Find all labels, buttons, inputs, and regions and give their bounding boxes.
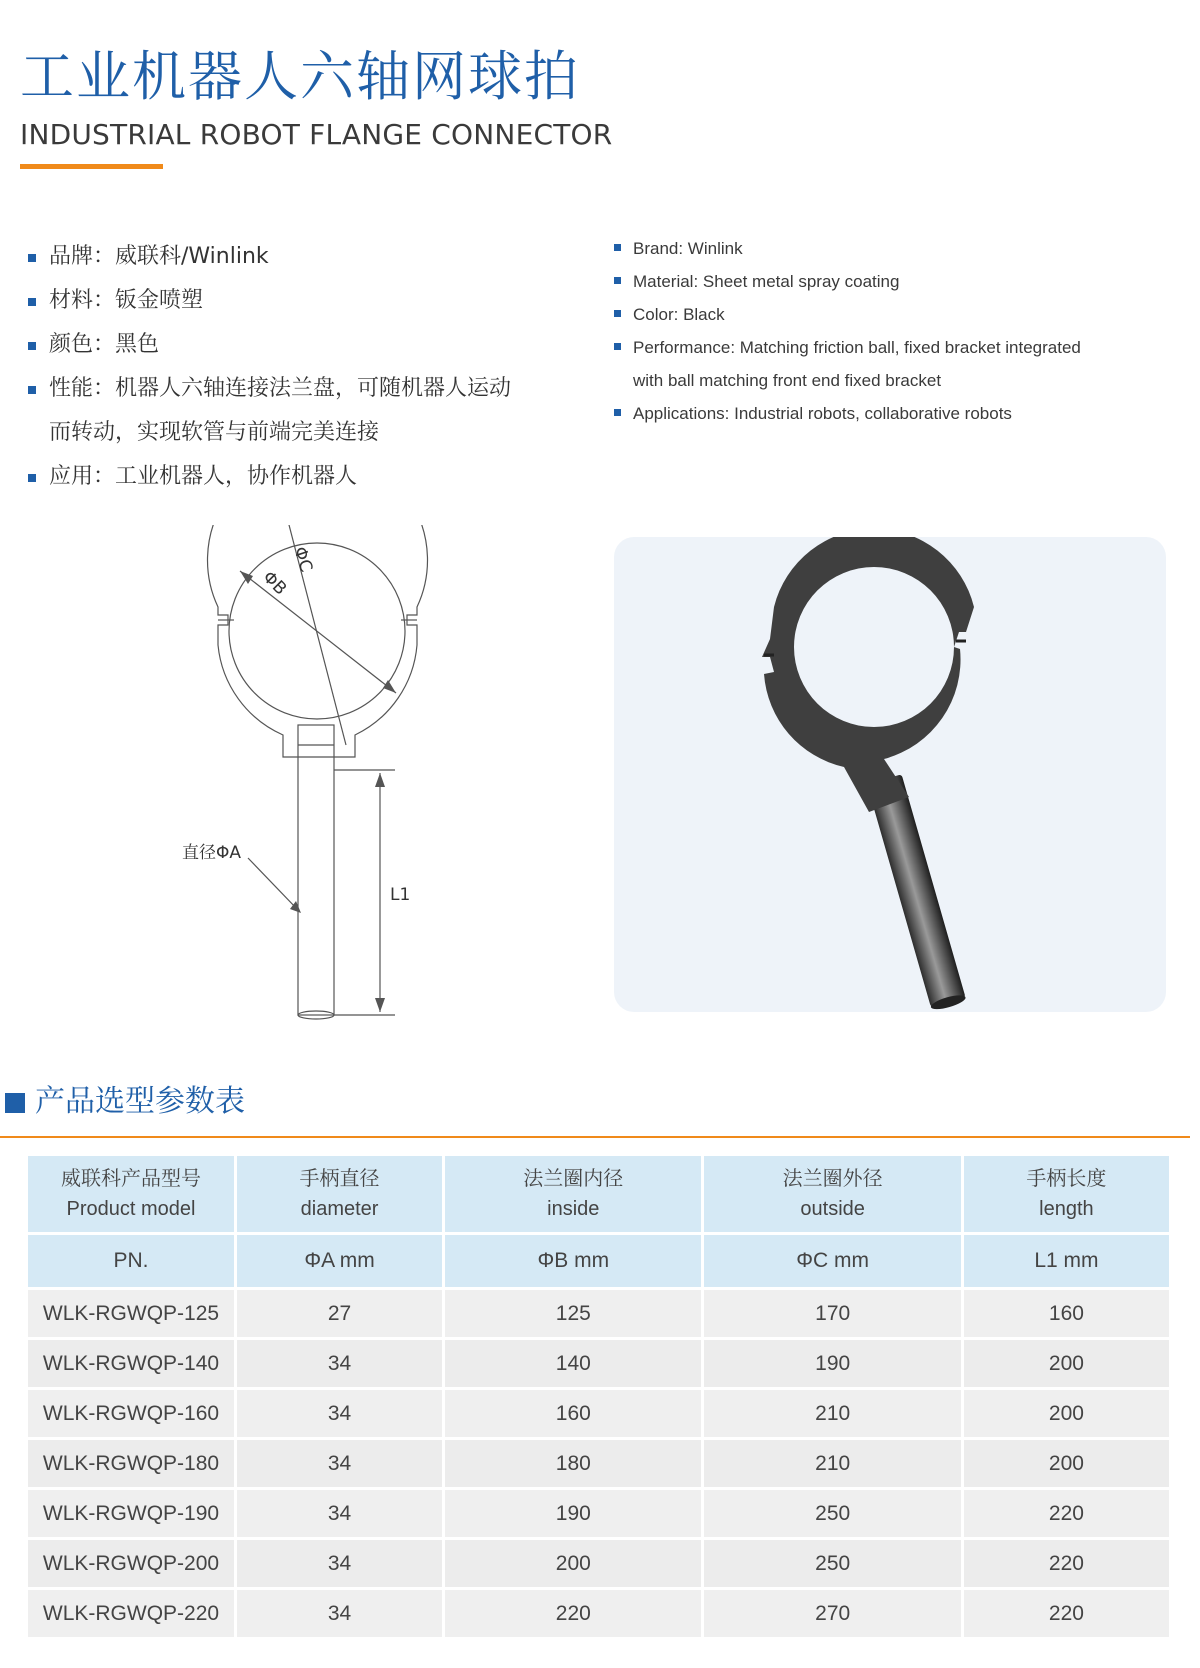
header-en: outside [800, 1198, 865, 1220]
spec-item-performance-en [614, 331, 1154, 397]
spec-text: Brand: Winlink [633, 239, 743, 258]
diameter-b-line [240, 571, 396, 693]
unit-cell: ΦA mm [237, 1235, 442, 1290]
label-phi-c: ΦC [289, 544, 317, 575]
cell-diameter-b: 180 [445, 1440, 701, 1490]
cell-model: WLK-RGWQP-180 [28, 1440, 234, 1490]
spec-item-application-en [614, 397, 1154, 430]
spec-list-en [614, 232, 1154, 430]
header-en: diameter [300, 1198, 379, 1220]
cell-diameter-a: 34 [237, 1390, 442, 1440]
spec-text: Applications: Industrial robots, collaborative robots [633, 404, 1012, 423]
product-photo-panel [614, 537, 1166, 1012]
spec-text: 颜色：黑色 [49, 332, 160, 357]
spec-item-color-en [614, 298, 1154, 331]
table-unit-row [28, 1235, 1169, 1290]
handle-rod [867, 774, 967, 1012]
technical-drawing [170, 525, 480, 1035]
cell-diameter-c: 250 [704, 1490, 960, 1540]
section-marker [5, 1093, 25, 1113]
cell-length: 200 [964, 1390, 1169, 1440]
cell-diameter-c: 190 [704, 1340, 960, 1390]
spec-text-cont: with ball matching front end fixed bracket [633, 371, 942, 390]
spec-item-application-zh [28, 455, 548, 499]
header-zh: 威联科产品型号 [61, 1168, 201, 1190]
section-divider [0, 1136, 1190, 1138]
header-inside [445, 1156, 701, 1235]
spec-text-cont: 而转动，实现软管与前端完美连接 [49, 420, 380, 445]
cell-diameter-c: 170 [704, 1290, 960, 1340]
spec-text: Performance: Matching friction ball, fixed bracket integrated [633, 338, 1081, 357]
page-title: 工业机器人六轴网球拍 [20, 45, 580, 108]
spec-text: Material: Sheet metal spray coating [633, 272, 900, 291]
cell-diameter-a: 34 [237, 1490, 442, 1540]
cell-diameter-b: 140 [445, 1340, 701, 1390]
unit-cell: PN. [28, 1235, 234, 1290]
header-zh: 法兰圈外径 [782, 1168, 883, 1190]
header-en: length [1039, 1198, 1094, 1220]
cell-diameter-c: 210 [704, 1390, 960, 1440]
spec-item-brand-zh [28, 235, 548, 279]
cell-length: 220 [964, 1540, 1169, 1590]
cell-length: 160 [964, 1290, 1169, 1340]
cell-length: 200 [964, 1440, 1169, 1490]
table-header-row [28, 1156, 1169, 1235]
cell-diameter-b: 160 [445, 1390, 701, 1440]
ring-body [762, 537, 974, 812]
header-outside [704, 1156, 960, 1235]
header-model [28, 1156, 234, 1235]
unit-cell: ΦC mm [704, 1235, 960, 1290]
cell-model: WLK-RGWQP-200 [28, 1540, 234, 1590]
table-row [28, 1590, 1169, 1640]
spec-list-zh [28, 235, 548, 499]
page-subtitle: INDUSTRIAL ROBOT FLANGE CONNECTOR [20, 118, 613, 151]
ring-outline [207, 525, 427, 757]
header-length [964, 1156, 1169, 1235]
cell-diameter-a: 34 [237, 1540, 442, 1590]
cell-length: 200 [964, 1340, 1169, 1390]
table-row [28, 1440, 1169, 1490]
leader-a [248, 858, 298, 910]
cell-diameter-c: 270 [704, 1590, 960, 1640]
cell-diameter-c: 210 [704, 1440, 960, 1490]
cell-length: 220 [964, 1490, 1169, 1540]
table-row [28, 1390, 1169, 1440]
product-photo [614, 537, 1166, 1012]
header-zh: 手柄直径 [299, 1168, 380, 1190]
spec-text: 材料：钣金喷塑 [49, 288, 204, 313]
cell-model: WLK-RGWQP-140 [28, 1340, 234, 1390]
cell-length: 220 [964, 1590, 1169, 1640]
unit-cell: ΦB mm [445, 1235, 701, 1290]
header-zh: 法兰圈内径 [523, 1168, 624, 1190]
spec-item-brand-en [614, 232, 1154, 265]
spec-item-material-zh [28, 279, 548, 323]
spec-table [25, 1156, 1172, 1640]
table-row [28, 1290, 1169, 1340]
unit-cell: L1 mm [964, 1235, 1169, 1290]
cell-model: WLK-RGWQP-190 [28, 1490, 234, 1540]
cell-diameter-a: 34 [237, 1590, 442, 1640]
spec-text: 品牌：威联科/Winlink [49, 244, 269, 269]
label-l1: L1 [390, 885, 411, 905]
cell-model: WLK-RGWQP-160 [28, 1390, 234, 1440]
label-phi-b: ΦB [258, 567, 291, 600]
handle-outline [298, 725, 334, 1015]
spec-item-material-en [614, 265, 1154, 298]
table-row [28, 1340, 1169, 1390]
spec-text: 性能：机器人六轴连接法兰盘，可随机器人运动 [49, 376, 512, 401]
title-underline [20, 164, 163, 169]
cell-diameter-c: 250 [704, 1540, 960, 1590]
cell-diameter-b: 200 [445, 1540, 701, 1590]
cell-model: WLK-RGWQP-220 [28, 1590, 234, 1640]
cell-diameter-b: 125 [445, 1290, 701, 1340]
header-diameter [237, 1156, 442, 1235]
cell-model: WLK-RGWQP-125 [28, 1290, 234, 1340]
header-en: Product model [66, 1198, 196, 1220]
spec-item-color-zh [28, 323, 548, 367]
header-zh: 手柄长度 [1026, 1168, 1107, 1190]
cell-diameter-b: 220 [445, 1590, 701, 1640]
spec-text: Color: Black [633, 305, 725, 324]
cell-diameter-a: 34 [237, 1440, 442, 1490]
cell-diameter-b: 190 [445, 1490, 701, 1540]
table-row [28, 1540, 1169, 1590]
cell-diameter-a: 27 [237, 1290, 442, 1340]
spec-item-performance-zh [28, 367, 548, 455]
table-row [28, 1490, 1169, 1540]
spec-text: 应用：工业机器人，协作机器人 [49, 464, 358, 489]
label-diameter-a: 直径ΦA [182, 843, 242, 863]
header-en: inside [547, 1198, 600, 1220]
section-title: 产品选型参数表 [35, 1084, 245, 1119]
cell-diameter-a: 34 [237, 1340, 442, 1390]
